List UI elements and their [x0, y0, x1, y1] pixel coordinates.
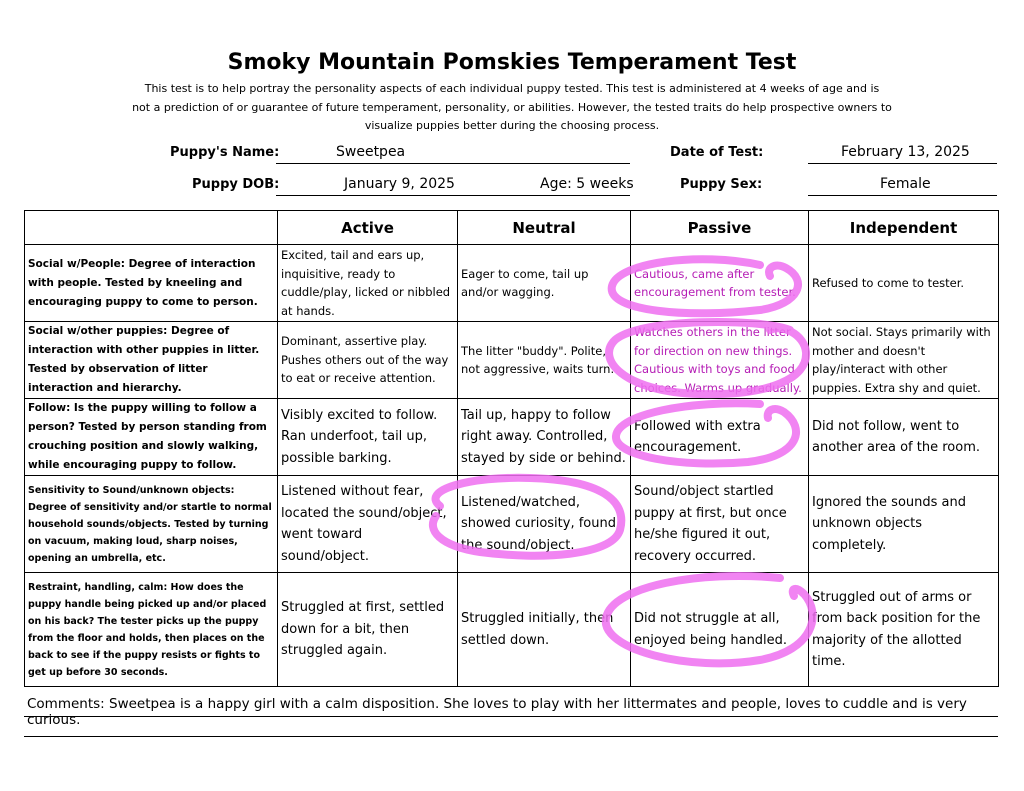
- name-underline: [276, 163, 630, 164]
- criterion-cell: Sensitivity to Sound/unknown objects: Degree of sensitivity and/or startle to normal household sounds/objects. Tested by turning on vacuum, making loud, sharp noises, opening an umbrella, etc.: [25, 476, 278, 573]
- active-cell: Listened without fear, located the sound/object, went toward sound/object.: [278, 476, 458, 573]
- sex-underline: [808, 195, 997, 196]
- active-cell: Dominant, assertive play. Pushes others out of the way to eat or receive attention.: [278, 322, 458, 399]
- puppy-dob-value: January 9, 2025: [344, 176, 455, 192]
- header-active: Active: [278, 211, 458, 245]
- passive-cell: Did not struggle at all, enjoyed being handled.: [631, 573, 809, 687]
- puppy-dob-label: Puppy DOB:: [192, 177, 280, 192]
- neutral-cell: Struggled initially, then settled down.: [458, 573, 631, 687]
- table-row: [25, 245, 999, 322]
- header-row: [25, 211, 999, 245]
- page-title: Smoky Mountain Pomskies Temperament Test: [227, 50, 797, 75]
- temperament-table: [24, 210, 999, 687]
- intro-line: This test is to help portray the personality aspects of each individual puppy tested. This test is administered at 4 weeks of age and is: [144, 82, 880, 95]
- puppy-name-value: Sweetpea: [336, 144, 406, 160]
- neutral-cell: Eager to come, tail up and/or wagging.: [458, 245, 631, 322]
- passive-cell: Cautious, came after encouragement from tester.: [631, 245, 809, 322]
- independent-cell: Did not follow, went to another area of the room.: [809, 399, 999, 476]
- comments-underline: [24, 716, 998, 717]
- intro-line: not a prediction of or guarantee of future temperament, personality, or abilities. However, the tested traits do help prospective owners to: [132, 100, 892, 114]
- dob-underline: [276, 195, 630, 196]
- passive-cell: Followed with extra encouragement.: [631, 399, 809, 476]
- neutral-cell: Listened/watched, showed curiosity, found the sound/object.: [458, 476, 631, 573]
- independent-cell: Refused to come to tester.: [809, 245, 999, 322]
- criterion-cell: Restraint, handling, calm: How does the puppy handle being picked up and/or placed on his back? The tester picks up the puppy from the floor and holds, then places on the back to see if the puppy resists or fights to get up before 30 seconds.: [25, 573, 278, 687]
- puppy-sex-value: Female: [880, 176, 931, 192]
- criterion-cell: Social w/People: Degree of interaction with people. Tested by kneeling and encouraging puppy to come to person.: [25, 245, 278, 322]
- date-of-test-label: Date of Test:: [670, 145, 764, 160]
- active-cell: Visibly excited to follow. Ran underfoot, tail up, possible barking.: [278, 399, 458, 476]
- date-of-test-value: February 13, 2025: [841, 144, 970, 160]
- date-underline: [808, 163, 997, 164]
- active-cell: Struggled at first, settled down for a bit, then struggled again.: [278, 573, 458, 687]
- passive-cell: Watches others in the litter for direction on new things. Cautious with toys and food choices. Warms up gradually.: [631, 322, 809, 399]
- criterion-cell: Follow: Is the puppy willing to follow a person? Tested by person standing from crouching position and slowly walking, while encouraging puppy to follow.: [25, 399, 278, 476]
- neutral-cell: The litter "buddy". Polite, not aggressive, waits turn.: [458, 322, 631, 399]
- table-row: [25, 476, 999, 573]
- table-row: [25, 573, 999, 687]
- header-independent: Independent: [809, 211, 999, 245]
- header-blank: [25, 211, 278, 245]
- neutral-cell: Tail up, happy to follow right away. Controlled, stayed by side or behind.: [458, 399, 631, 476]
- header-passive: Passive: [631, 211, 809, 245]
- passive-cell: Sound/object startled puppy at first, but once he/she figured it out, recovery occurred.: [631, 476, 809, 573]
- table-row: [25, 399, 999, 476]
- comments-text: Comments: Sweetpea is a happy girl with a calm disposition. She loves to play with her littermates and people, loves to cuddle and is very curious.: [27, 696, 967, 728]
- puppy-sex-label: Puppy Sex:: [680, 177, 763, 192]
- table-row: [25, 322, 999, 399]
- intro-line: visualize puppies better during the choosing process.: [364, 119, 660, 132]
- criterion-cell: Social w/other puppies: Degree of interaction with other puppies in litter. Tested by observation of litter interaction and hierarchy.: [25, 322, 278, 399]
- independent-cell: Not social. Stays primarily with mother and doesn't play/interact with other puppies. Extra shy and quiet.: [809, 322, 999, 399]
- intro-paragraph: [120, 80, 904, 136]
- comments-blank-line: [24, 736, 998, 737]
- puppy-name-label: Puppy's Name:: [170, 145, 280, 160]
- header-neutral: Neutral: [458, 211, 631, 245]
- active-cell: Excited, tail and ears up, inquisitive, ready to cuddle/play, licked or nibbled at hands.: [278, 245, 458, 322]
- puppy-age-value: Age: 5 weeks: [540, 176, 634, 192]
- independent-cell: Ignored the sounds and unknown objects completely.: [809, 476, 999, 573]
- independent-cell: Struggled out of arms or from back position for the majority of the allotted time.: [809, 573, 999, 687]
